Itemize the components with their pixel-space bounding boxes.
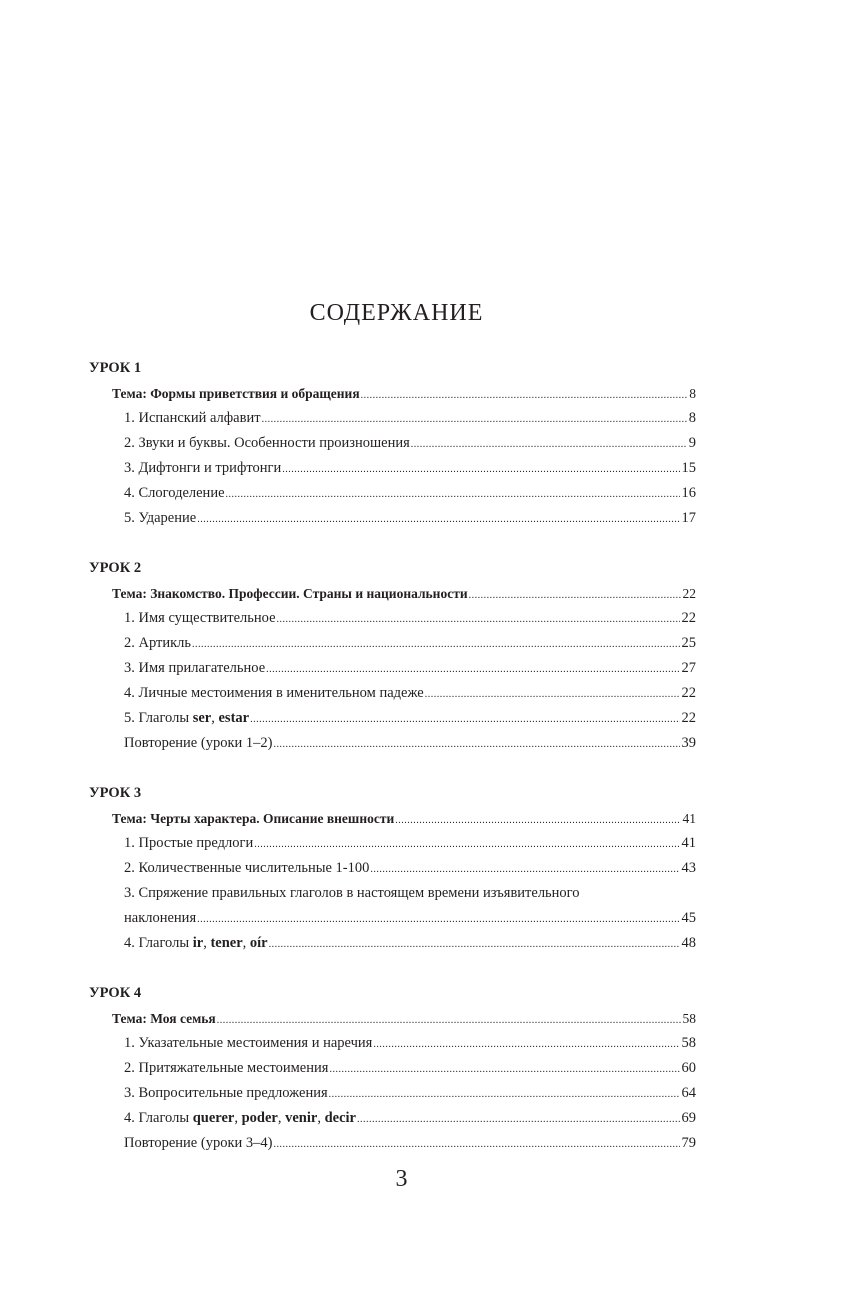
dot-leader: [361, 383, 688, 408]
toc-entry[interactable]: [89, 656, 696, 681]
entry-label: 3. Имя прилагательное: [124, 660, 266, 676]
entry-page: 39: [681, 735, 696, 751]
page-title: СОДЕРЖАНИЕ: [309, 300, 484, 326]
dot-leader: [273, 1132, 679, 1157]
entry-page: 22: [682, 586, 696, 601]
entry-page: 15: [681, 460, 696, 476]
toc-entry[interactable]: [89, 1056, 696, 1081]
entry-page: 27: [681, 660, 696, 676]
dot-leader: [262, 407, 687, 432]
entry-page: 79: [681, 1135, 696, 1151]
toc-entry[interactable]: [89, 681, 696, 706]
entry-label: 2. Артикль: [124, 635, 192, 651]
entry-label: Повторение (уроки 1–2): [124, 735, 273, 751]
dot-leader: [373, 1032, 679, 1057]
toc-topic-entry[interactable]: [89, 1006, 696, 1031]
toc-entry[interactable]: [89, 1031, 696, 1056]
toc-entry[interactable]: [89, 1131, 696, 1156]
entry-page: 17: [681, 510, 696, 526]
lesson-heading: УРОК 1: [89, 360, 142, 376]
dot-leader: [411, 432, 687, 457]
table-of-contents: [89, 356, 696, 1181]
entry-label: Повторение (уроки 3–4): [124, 1135, 273, 1151]
dot-leader: [273, 732, 679, 757]
entry-label: 5. Ударение: [124, 510, 197, 526]
entry-page: 22: [681, 685, 696, 701]
dot-leader: [254, 832, 679, 857]
toc-entry[interactable]: [89, 431, 696, 456]
dot-leader: [226, 482, 680, 507]
dot-leader: [395, 808, 680, 833]
entry-label: 1. Имя существительное: [124, 610, 276, 626]
toc-entry[interactable]: [89, 481, 696, 506]
entry-label: Тема: Знакомство. Профессии. Страны и национальности: [112, 586, 468, 601]
entry-page: 64: [681, 1085, 696, 1101]
entry-page: 43: [681, 860, 696, 876]
entry-label: Тема: Формы приветствия и обращения: [112, 386, 360, 401]
entry-page: 60: [681, 1060, 696, 1076]
toc-entry[interactable]: [89, 831, 696, 856]
toc-entry[interactable]: [89, 1106, 696, 1131]
dot-leader: [329, 1082, 680, 1107]
dot-leader: [469, 583, 681, 608]
entry-page: 58: [682, 1011, 696, 1026]
entry-page: 48: [681, 935, 696, 951]
entry-label: 1. Испанский алфавит: [124, 410, 261, 426]
dot-leader: [197, 507, 679, 532]
toc-entry[interactable]: [89, 856, 696, 881]
lesson-heading: УРОК 3: [89, 785, 142, 801]
entry-page: 58: [681, 1035, 696, 1051]
entry-label: 3. Дифтонги и трифтонги: [124, 460, 282, 476]
entry-page: 41: [681, 835, 696, 851]
entry-label: 1. Простые предлоги: [124, 835, 254, 851]
toc-entry[interactable]: [89, 731, 696, 756]
page-number: 3: [395, 1166, 408, 1192]
dot-leader: [370, 857, 679, 882]
dot-leader: [250, 707, 679, 732]
entry-label: 3. Вопросительные предложения: [124, 1085, 328, 1101]
dot-leader: [357, 1107, 680, 1132]
lesson-1: [89, 356, 696, 531]
entry-label: 1. Указательные местоимения и наречия: [124, 1035, 373, 1051]
entry-page: 9: [688, 435, 696, 451]
entry-page: 8: [689, 386, 696, 401]
toc-topic-entry[interactable]: [89, 581, 696, 606]
entry-label: 2. Звуки и буквы. Особенности произношения: [124, 435, 410, 451]
toc-topic-entry[interactable]: [89, 381, 696, 406]
dot-leader: [425, 682, 680, 707]
toc-entry[interactable]: [89, 1081, 696, 1106]
toc-entry[interactable]: [89, 456, 696, 481]
dot-leader: [282, 457, 679, 482]
dot-leader: [277, 607, 680, 632]
dot-leader: [197, 907, 679, 932]
dot-leader: [192, 632, 679, 657]
dot-leader: [329, 1057, 679, 1082]
entry-label: 4. Глаголы ir, tener, oír: [124, 935, 268, 951]
entry-label: 2. Притяжательные местоимения: [124, 1060, 329, 1076]
entry-page: 45: [681, 910, 696, 926]
lesson-heading: УРОК 4: [89, 985, 142, 1001]
dot-leader: [269, 932, 680, 957]
toc-entry[interactable]: [89, 931, 696, 956]
toc-entry[interactable]: [89, 506, 696, 531]
lesson-2: [89, 556, 696, 756]
entry-page: 22: [681, 610, 696, 626]
toc-entry[interactable]: [89, 606, 696, 631]
entry-page: 8: [688, 410, 696, 426]
entry-label: 4. Личные местоимения в именительном падеже: [124, 685, 424, 701]
entry-label: 2. Количественные числительные 1-100: [124, 860, 370, 876]
entry-page: 22: [681, 710, 696, 726]
dot-leader: [217, 1008, 681, 1033]
lesson-3: [89, 781, 696, 956]
lesson-heading: УРОК 2: [89, 560, 142, 576]
dot-leader: [266, 657, 679, 682]
entry-page: 41: [682, 811, 696, 826]
entry-page: 25: [681, 635, 696, 651]
entry-label: наклонения: [124, 910, 197, 926]
toc-entry-wrapped-line[interactable]: 3. Спряжение правильных глаголов в настоящем времени изъявительного: [124, 885, 580, 901]
entry-label: 4. Глаголы querer, poder, venir, decir: [124, 1110, 356, 1126]
entry-label: 4. Слогоделение: [124, 485, 225, 501]
toc-topic-entry[interactable]: [89, 806, 696, 831]
entry-label: Тема: Черты характера. Описание внешности: [112, 811, 395, 826]
toc-entry[interactable]: [89, 906, 696, 931]
entry-page: 69: [681, 1110, 696, 1126]
entry-page: 16: [681, 485, 696, 501]
entry-label: Тема: Моя семья: [112, 1011, 216, 1026]
entry-label: 5. Глаголы ser, estar: [124, 710, 250, 726]
toc-entry[interactable]: [89, 631, 696, 656]
toc-entry[interactable]: [89, 406, 696, 431]
toc-entry[interactable]: [89, 706, 696, 731]
lesson-4: [89, 981, 696, 1156]
